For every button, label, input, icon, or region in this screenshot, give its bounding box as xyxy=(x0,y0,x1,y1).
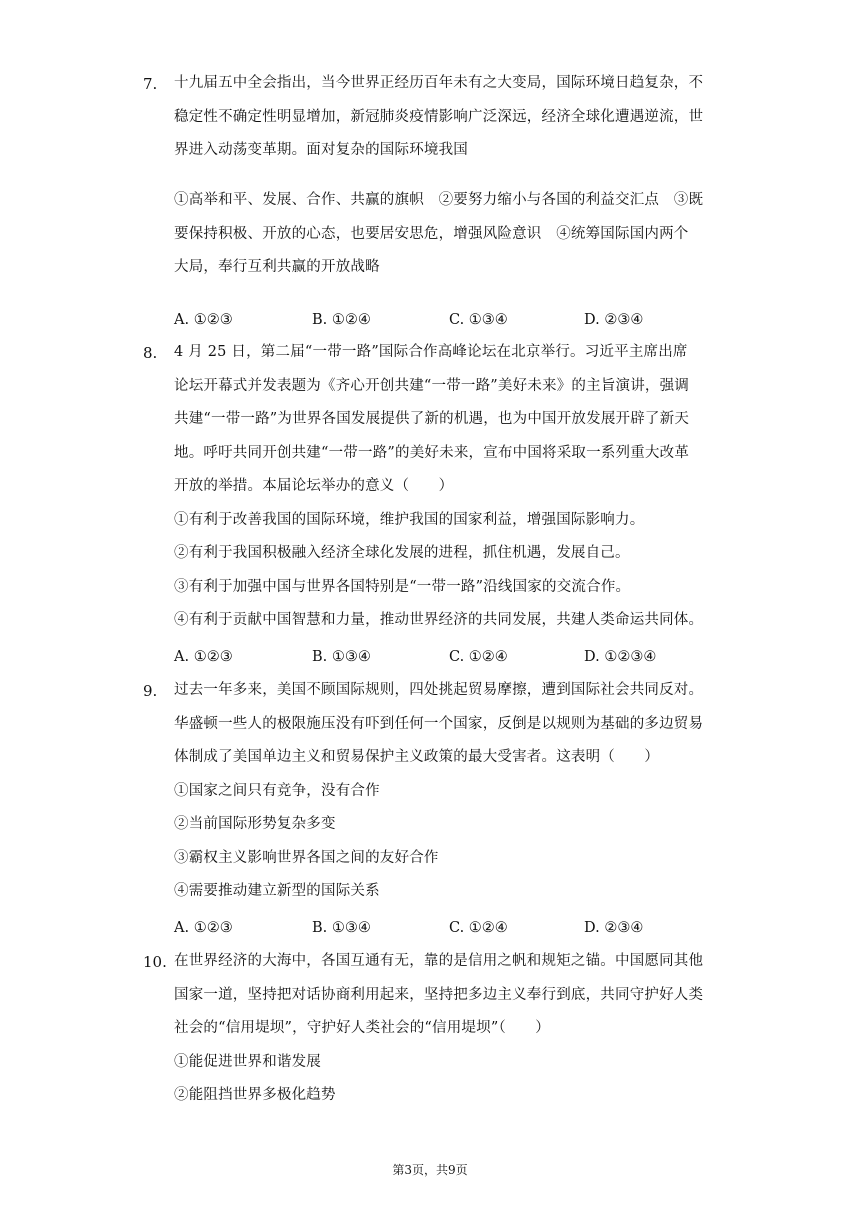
stem-line: 体制成了美国单边主义和贸易保护主义政策的最大受害者。这表明（ ） xyxy=(174,749,660,765)
statement-line: 大局，奉行互利共赢的开放战略 xyxy=(174,259,380,275)
stem-line: 论坛开幕式并发表题为《齐心开创共建“一带一路”美好未来》的主旨演讲，强调 xyxy=(174,377,690,394)
option-d[interactable]: D. ②③④ xyxy=(584,920,644,936)
question-stem xyxy=(174,336,724,638)
statement-line: ④有利于贡献中国智慧和力量，推动世界经济的共同发展，共建人类命运共同体。 xyxy=(174,612,704,628)
stem-line: 社会的“信用堤坝”，守护好人类社会的“信用堤坝”（ ） xyxy=(174,1020,550,1036)
question-statements xyxy=(174,184,724,285)
stem-line: 在世界经济的大海中，各国互通有无，靠的是信用之帆和规矩之锚。中国愿同其他 xyxy=(174,953,704,969)
statement-line: ③有利于加强中国与世界各国特别是“一带一路”沿线国家的交流合作。 xyxy=(174,578,631,595)
question-stem xyxy=(174,67,724,168)
stem-line: 华盛顿一些人的极限施压没有吓到任何一个国家，反倒是以规则为基础的多边贸易 xyxy=(174,715,704,732)
statement-line: ①有利于改善我国的国际环境，维护我国的国家利益，增强国际影响力。 xyxy=(174,511,645,528)
answer-options xyxy=(174,303,734,337)
stem-line: 开放的举措。本届论坛举办的意义（ ） xyxy=(174,478,454,494)
option-d[interactable]: D. ①②③④ xyxy=(584,649,657,665)
answer-options xyxy=(174,911,734,945)
statement-line: 要保持积极、开放的心态，也要居安思危，增强风险意识 ④统筹国际国内两个 xyxy=(174,225,689,242)
option-a[interactable]: A. ①②③ xyxy=(174,312,233,328)
option-b[interactable]: B. ①③④ xyxy=(312,649,371,665)
option-a[interactable]: A. ①②③ xyxy=(174,920,233,936)
stem-line: 稳定性不确定性明显增加，新冠肺炎疫情影响广泛深远，经济全球化遭遇逆流，世 xyxy=(174,108,704,125)
statement-line: ①国家之间只有竞争，没有合作 xyxy=(174,782,380,799)
question-number: 7. xyxy=(143,75,158,93)
page-footer: 第3页，共9页 xyxy=(392,1163,468,1177)
statement-line: ②当前国际形势复杂多变 xyxy=(174,816,336,832)
statement-line: ①能促进世界和谐发展 xyxy=(174,1053,321,1070)
statement-line: ③霸权主义影响世界各国之间的友好合作 xyxy=(174,849,439,866)
question-number: 9. xyxy=(143,682,158,700)
question-number: 10. xyxy=(143,953,167,971)
question-stem xyxy=(174,674,724,909)
option-b[interactable]: B. ①③④ xyxy=(312,920,371,936)
stem-line: 地。呼吁共同开创共建“一带一路”的美好未来，宣布中国将采取一系列重大改革 xyxy=(174,444,690,461)
statement-line: ①高举和平、发展、合作、共赢的旗帜 ②要努力缩小与各国的利益交汇点 ③既 xyxy=(174,192,704,208)
question-stem xyxy=(174,945,724,1113)
stem-line: 过去一年多来，美国不顾国际规则，四处挑起贸易摩擦，遭到国际社会共同反对。 xyxy=(174,682,704,698)
stem-line: 共建“一带一路”为世界各国发展提供了新的机遇，也为中国开放发展开辟了新天 xyxy=(174,411,690,427)
stem-line: 十九届五中全会指出，当今世界正经历百年未有之大变局，国际环境日趋复杂，不 xyxy=(174,75,704,91)
stem-line: 国家一道，坚持把对话协商利用起来，坚持把多边主义奉行到底，共同守护好人类 xyxy=(174,986,704,1003)
statement-line: ②能阻挡世界多极化趋势 xyxy=(174,1087,336,1103)
option-c[interactable]: C. ①③④ xyxy=(449,312,508,328)
option-c[interactable]: C. ①②④ xyxy=(449,920,508,936)
option-a[interactable]: A. ①②③ xyxy=(174,649,233,665)
stem-line: 4 月 25 日，第二届“一带一路”国际合作高峰论坛在北京举行。习近平主席出席 xyxy=(174,344,688,360)
statement-line: ②有利于我国积极融入经济全球化发展的进程，抓住机遇，发展自己。 xyxy=(174,545,630,561)
answer-options xyxy=(174,640,734,674)
statement-line: ④需要推动建立新型的国际关系 xyxy=(174,883,380,899)
question-number: 8. xyxy=(143,344,158,362)
stem-line: 界进入动荡变革期。面对复杂的国际环境我国 xyxy=(174,142,468,158)
option-c[interactable]: C. ①②④ xyxy=(449,649,508,665)
option-d[interactable]: D. ②③④ xyxy=(584,312,644,328)
option-b[interactable]: B. ①②④ xyxy=(312,312,371,328)
